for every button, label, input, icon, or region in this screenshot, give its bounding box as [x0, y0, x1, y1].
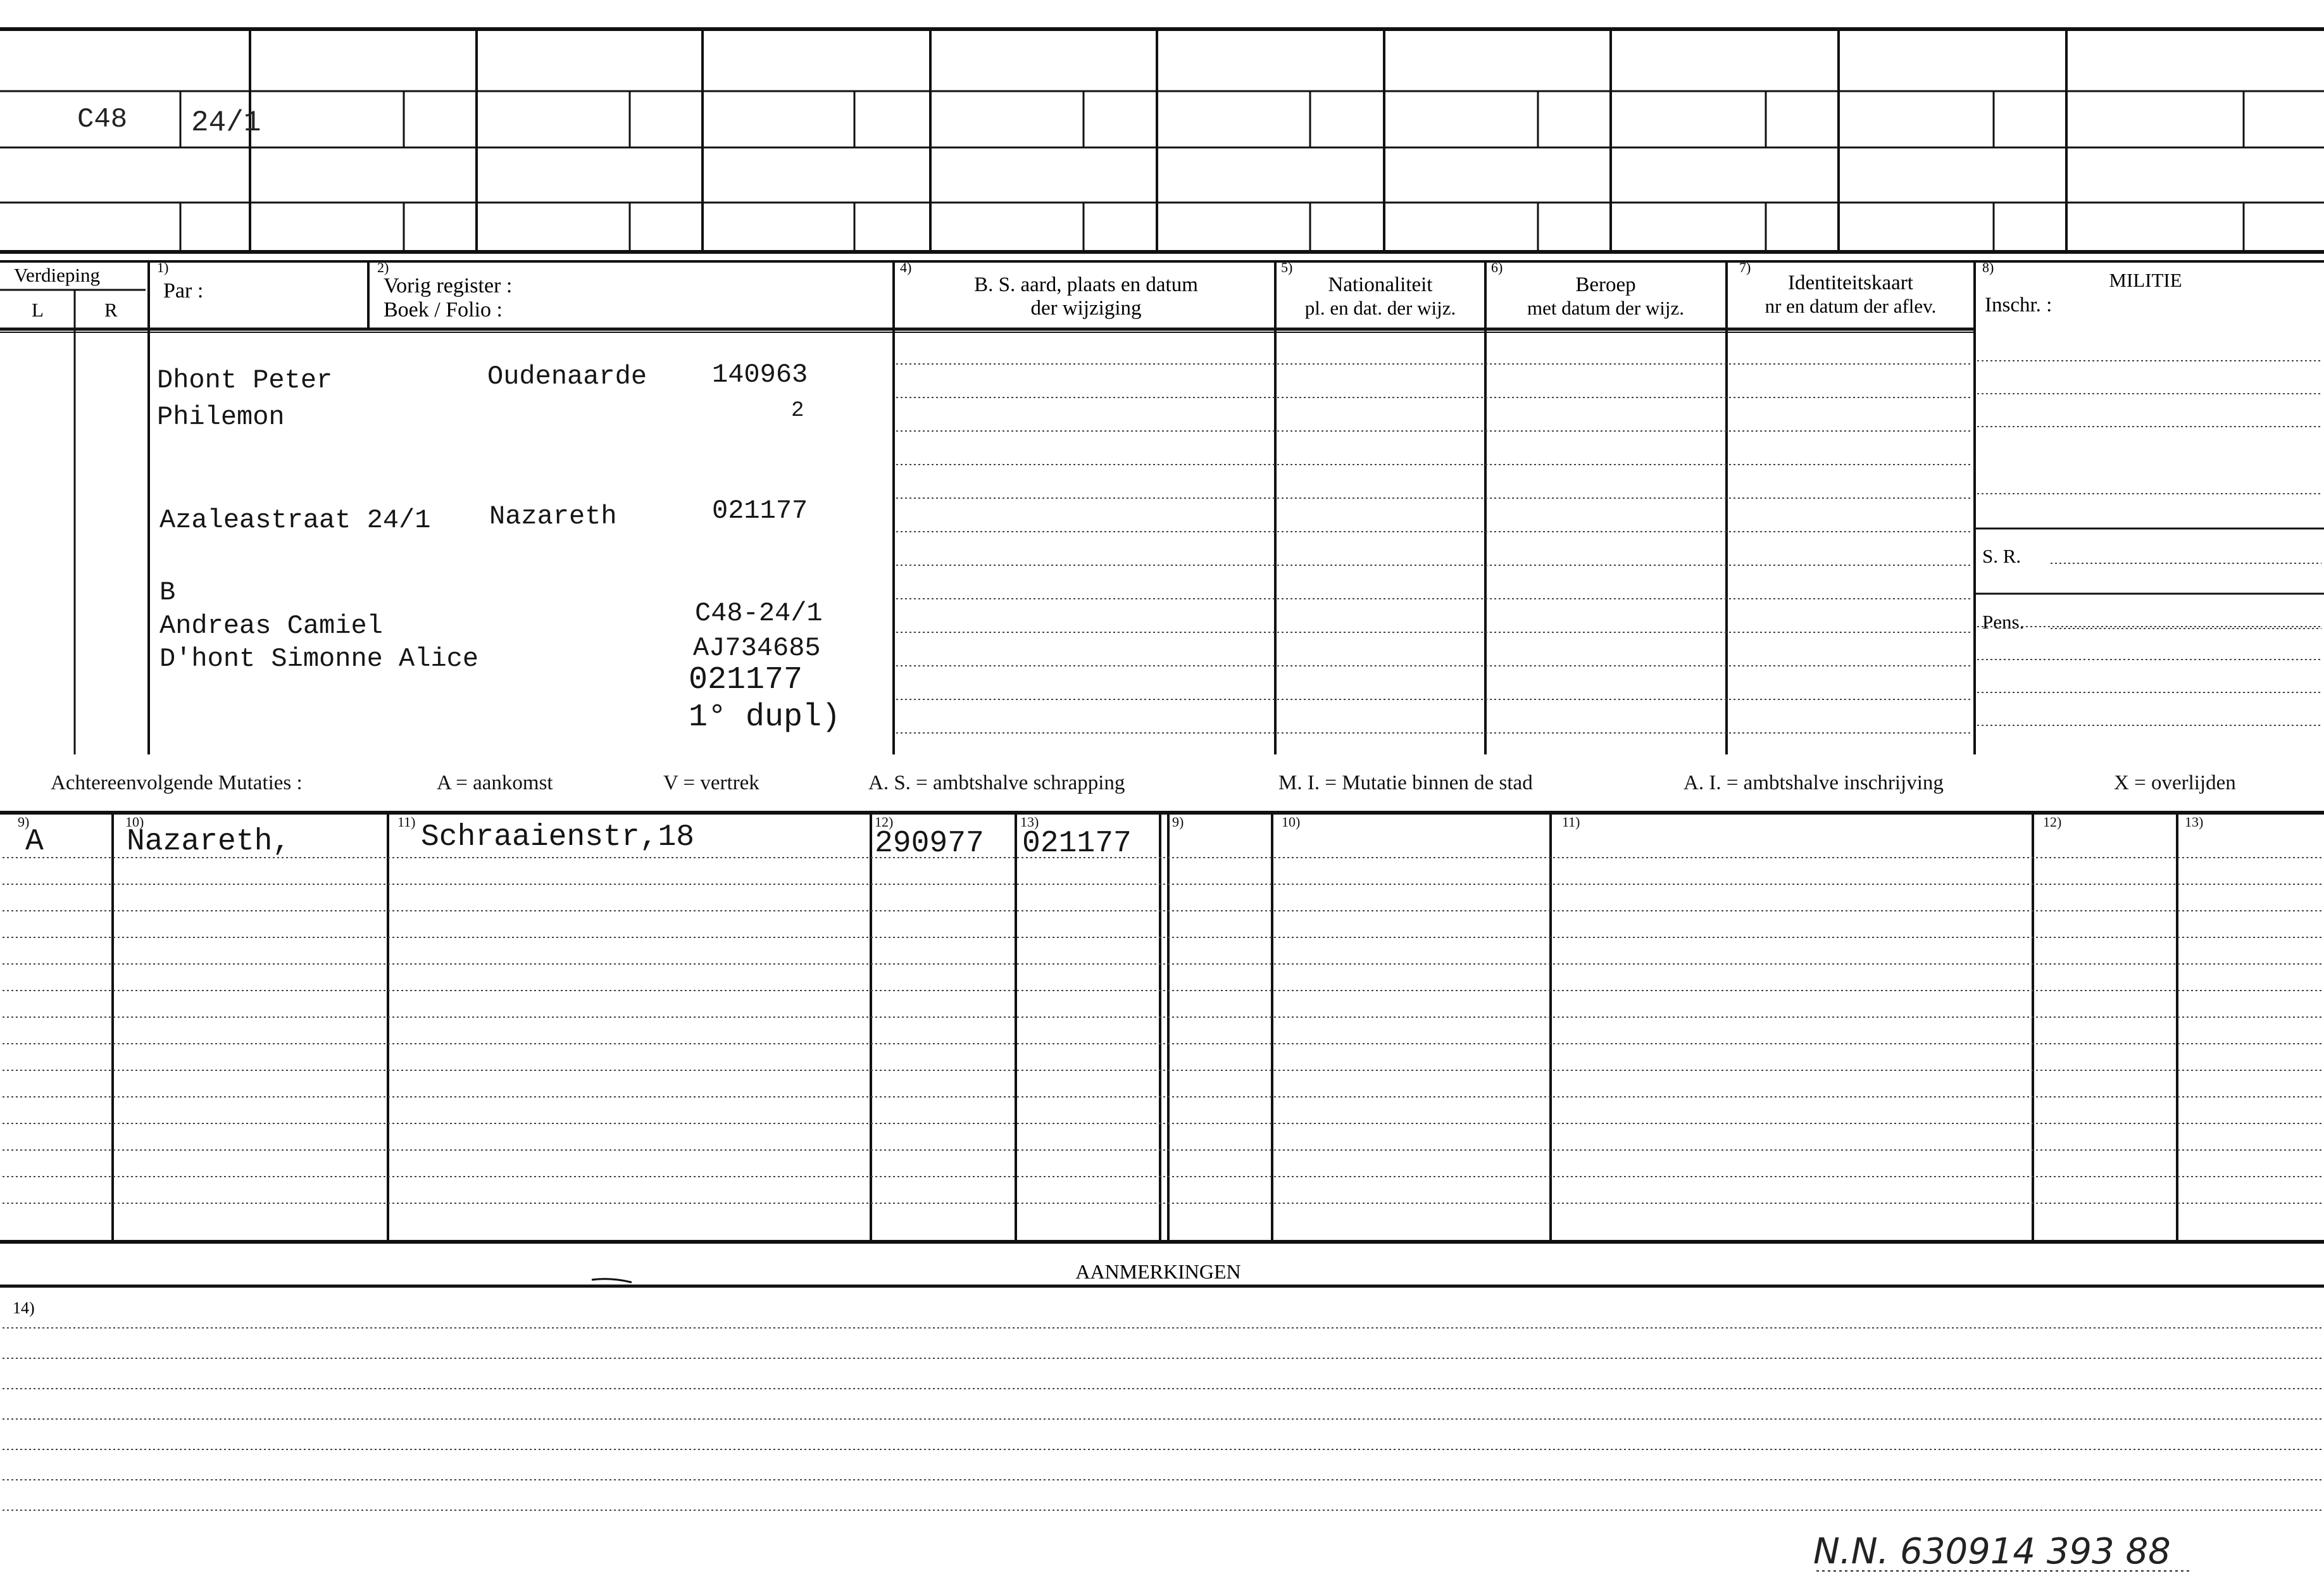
col7-label-1: Identiteitskaart	[1788, 272, 1913, 294]
militie-inschr-label: Inschr. :	[1985, 294, 2052, 316]
col2-number: 2)	[377, 260, 389, 275]
mutations-legend	[51, 772, 2236, 794]
militie-title: MILITIE	[2109, 269, 2182, 291]
militie-pens-label: Pens.	[1982, 611, 2025, 633]
person-birthdate: 140963	[712, 360, 808, 390]
mutation-col-number: 13)	[1020, 814, 1039, 830]
mutation-place: Nazareth,	[127, 825, 291, 859]
remarks-title: AANMERKINGEN	[1075, 1260, 1241, 1283]
top-strip-reference: C48	[77, 104, 128, 135]
mutation-date-1: 290977	[875, 827, 984, 861]
header-dotted-rules	[896, 361, 2321, 733]
mutation-entry	[25, 820, 1132, 861]
mutation-col-number: 13)	[2185, 814, 2204, 830]
mutations-legend-title: Achtereenvolgende Mutaties :	[51, 772, 303, 794]
remarks-number: 14)	[13, 1299, 35, 1317]
mutation-col-number: 10)	[125, 814, 144, 830]
col4-label-1: B. S. aard, plaats en datum	[974, 273, 1198, 296]
col1-par-label: Par :	[163, 279, 204, 303]
mutation-col-number: 10)	[1282, 814, 1301, 830]
col7-number: 7)	[1739, 260, 1751, 275]
col7-label-2: nr en datum der aflev.	[1765, 295, 1937, 317]
person-address-date: 021177	[712, 496, 808, 526]
id-card-number: AJ734685	[693, 633, 821, 663]
mutation-col-number: 11)	[397, 814, 416, 830]
legend-item-registration: A. I. = ambtshalve inschrijving	[1684, 772, 1944, 794]
col6-label-1: Beroep	[1575, 273, 1636, 296]
legend-item-struck-off: A. S. = ambtshalve schrapping	[868, 772, 1125, 794]
mutation-col-number: 9)	[18, 814, 30, 830]
legend-item-death: X = overlijden	[2114, 772, 2236, 794]
col2-label-folio: Boek / Folio :	[384, 298, 503, 322]
legend-item-departure: V = vertrek	[663, 772, 759, 794]
mutation-type: A	[25, 825, 44, 859]
col5-label-1: Nationaliteit	[1328, 273, 1433, 296]
col8-number: 8)	[1982, 260, 1994, 275]
militie-sr-label: S. R.	[1982, 545, 2021, 567]
left-label: L	[32, 299, 44, 321]
col5-label-2: pl. en dat. der wijz.	[1304, 297, 1456, 319]
top-strip-number: 24/1	[191, 106, 261, 139]
remarks-dotted-rules	[3, 1328, 2321, 1510]
col4-label-2: der wijziging	[1030, 297, 1142, 320]
id-card-note: 1° dupl)	[689, 699, 841, 735]
mutations-grid	[0, 813, 2324, 1242]
person-status: B	[159, 577, 176, 608]
col2-label-register: Vorig register :	[384, 274, 513, 297]
person-city: Nazareth	[489, 501, 617, 532]
mutation-dotted-rules	[3, 858, 2321, 1203]
mutation-col-number: 9)	[1172, 814, 1184, 830]
top-strip	[0, 29, 2324, 252]
person-reference: C48-24/1	[695, 598, 823, 629]
legend-item-arrival: A = aankomst	[437, 772, 553, 794]
militie-solid-rules	[1975, 528, 2324, 594]
person-surname: Dhont Peter	[157, 365, 333, 396]
col4-number: 4)	[900, 260, 912, 275]
mutation-col-number: 12)	[2043, 814, 2062, 830]
person-birth-note: 2	[791, 399, 804, 423]
col6-number: 6)	[1491, 260, 1503, 275]
person-birthplace: Oudenaarde	[487, 361, 647, 392]
person-mother: D'hont Simonne Alice	[159, 644, 479, 674]
mutation-col-number: 11)	[1562, 814, 1580, 830]
mutation-date-2: 021177	[1022, 827, 1132, 861]
mutation-col-number: 12)	[875, 814, 894, 830]
id-card-date: 021177	[689, 662, 803, 698]
col6-label-2: met datum der wijz.	[1527, 297, 1684, 319]
mutation-street: Schraaienstr,18	[421, 820, 695, 854]
right-label: R	[104, 299, 118, 321]
col5-number: 5)	[1281, 260, 1293, 275]
person-given-names: Philemon	[157, 402, 285, 432]
col1-number: 1)	[157, 260, 169, 275]
legend-item-internal-move: M. I. = Mutatie binnen de stad	[1278, 772, 1533, 794]
verdieping-label: Verdieping	[14, 264, 101, 286]
person-father: Andreas Camiel	[159, 611, 383, 641]
national-number: N.N. 630914 393 88	[1813, 1531, 2171, 1572]
person-address: Azaleastraat 24/1	[159, 505, 431, 535]
person-entry	[157, 360, 840, 735]
